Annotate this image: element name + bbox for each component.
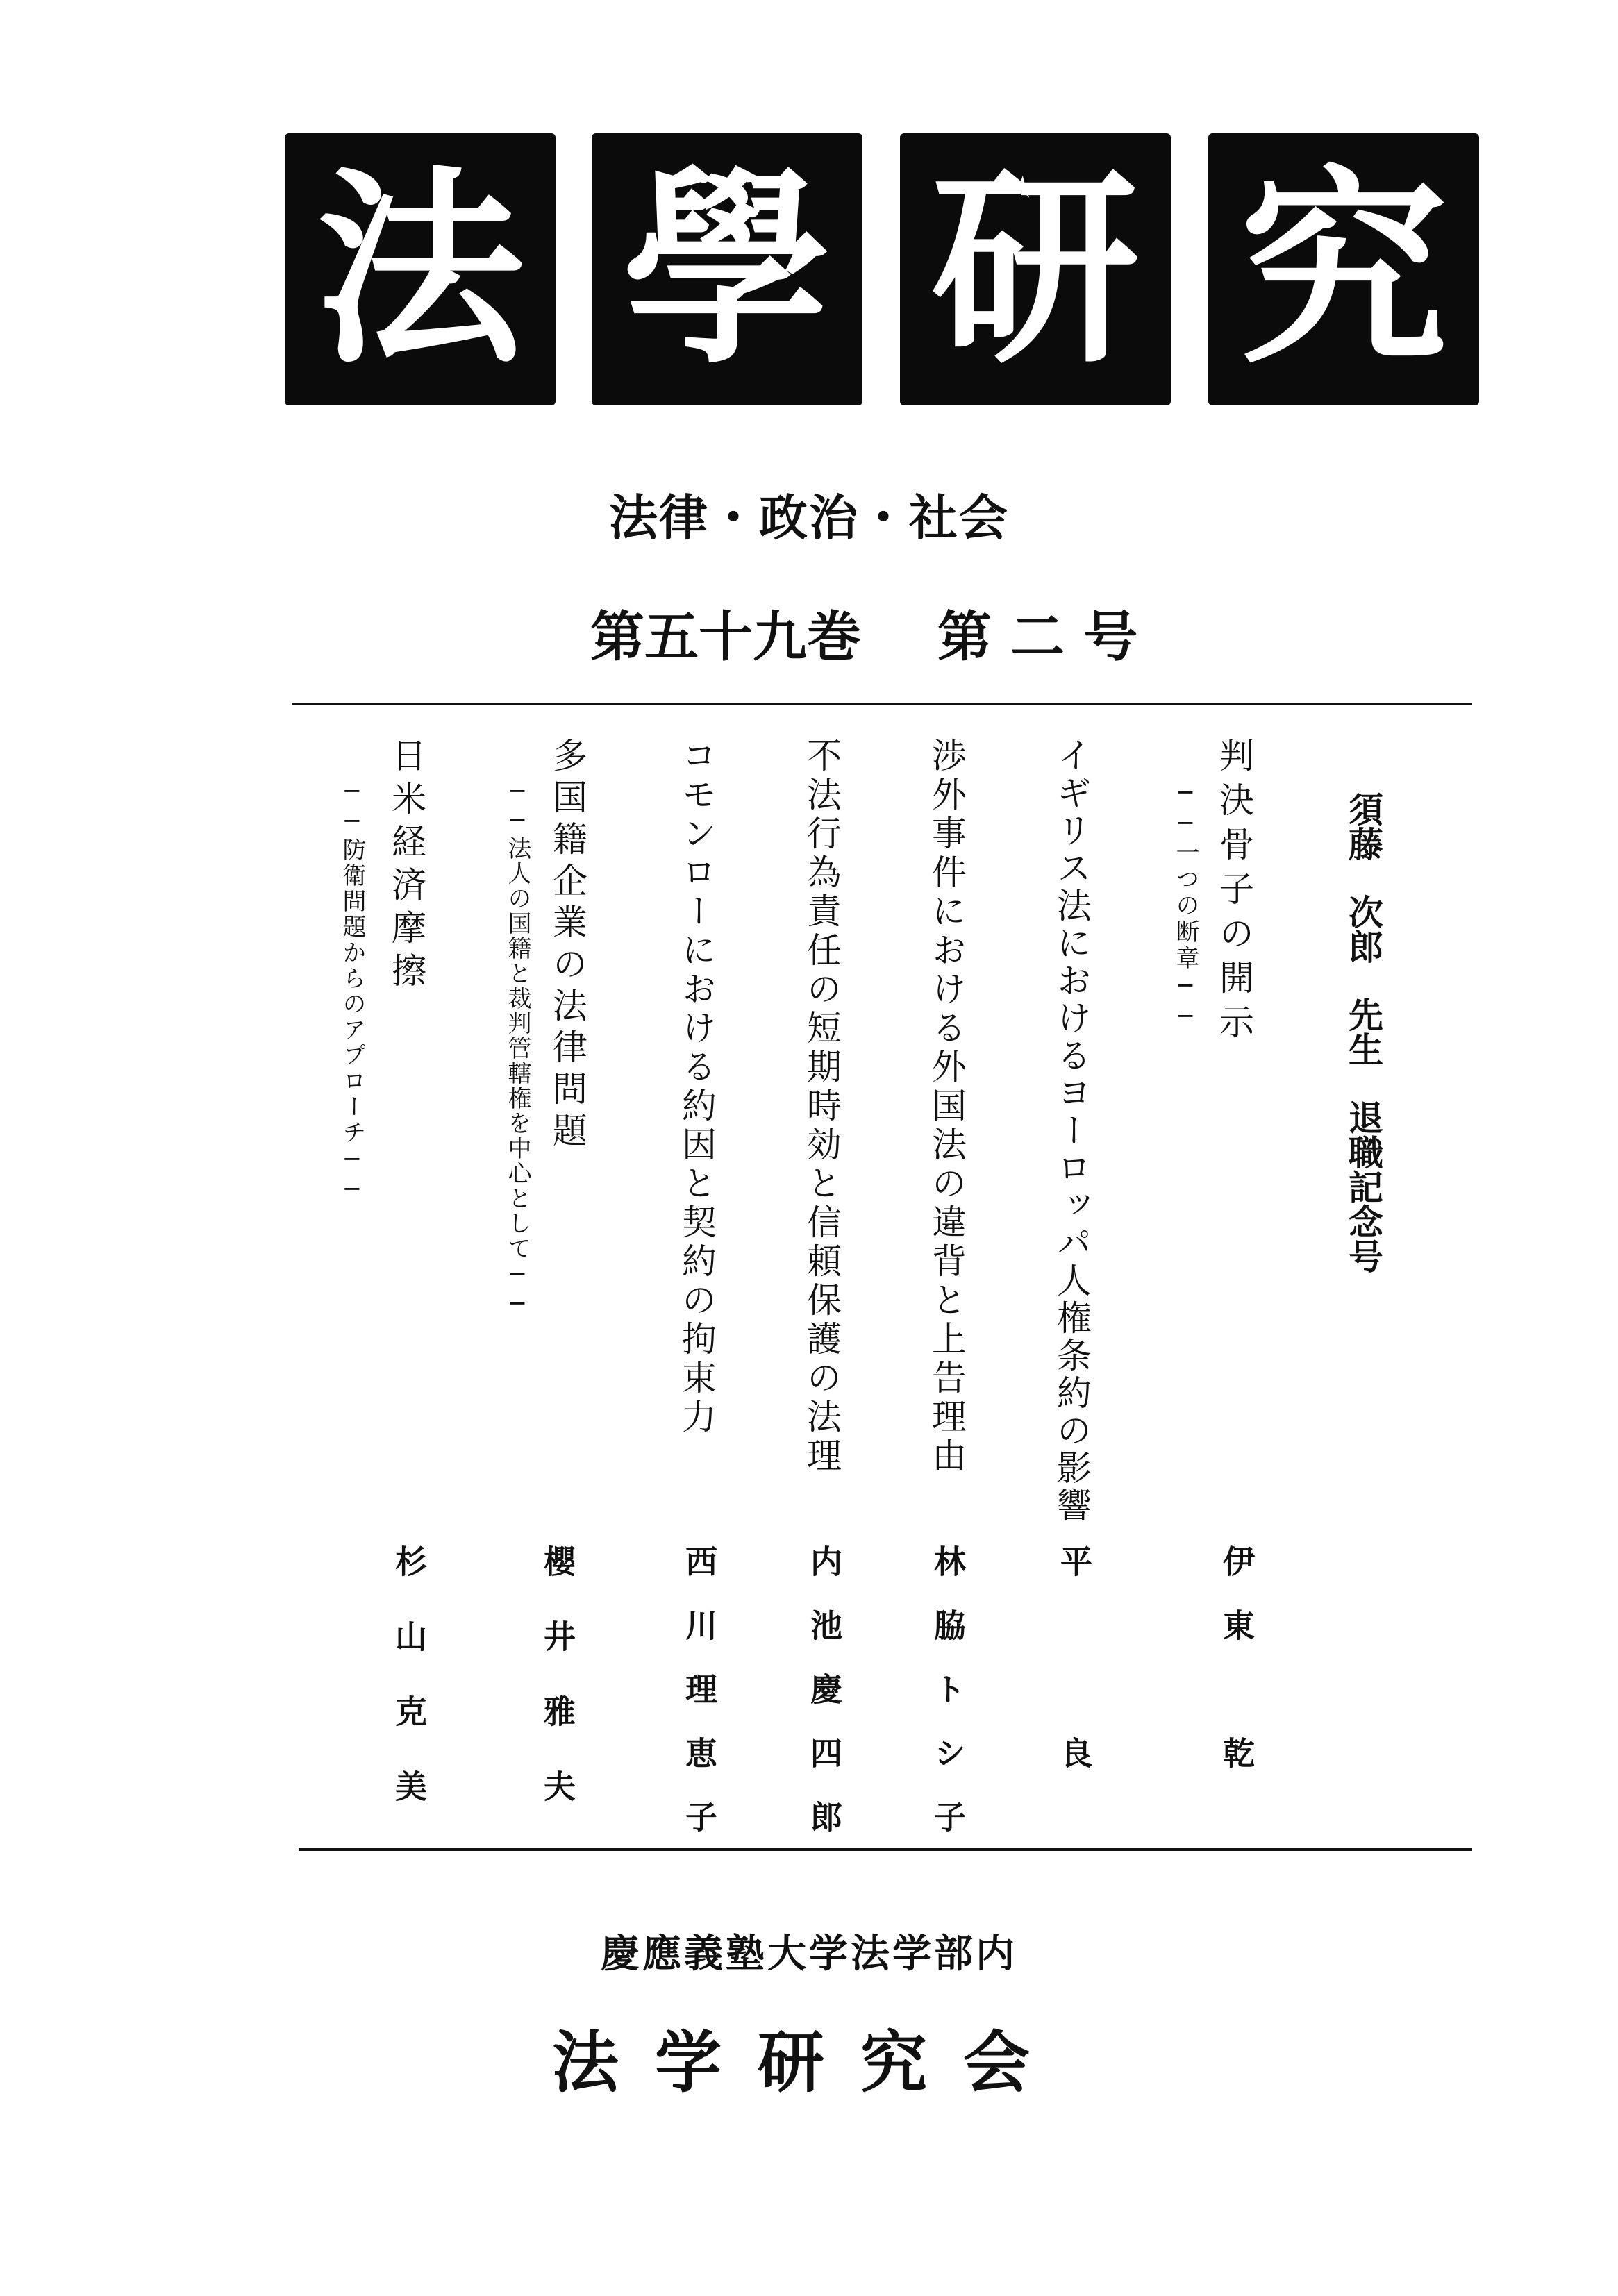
title-block-1 <box>285 133 556 405</box>
article-author: 西 川 理 恵 子 <box>681 1545 718 1832</box>
bottom-divider <box>299 1848 1472 1851</box>
publisher-affiliation: 慶應義塾大学法学部内 <box>601 1931 1017 1977</box>
honorific: 先生 <box>1343 997 1384 1066</box>
title-block-4 <box>1208 133 1479 405</box>
title-char: 研 <box>931 146 1140 392</box>
article-subtitle: ──防衛問題からのアプローチ── <box>338 778 366 1205</box>
article-author: 内 池 慶 四 郎 <box>806 1545 843 1832</box>
volume-number: 第五十九巻 <box>590 605 862 669</box>
special-issue-name: 退職記念号 <box>1343 1100 1384 1273</box>
article-title: 判決骨子の開示 <box>1214 737 1254 1048</box>
article-author: 林 脇 ト シ 子 <box>929 1545 967 1832</box>
issue-number: 第 二 号 <box>937 605 1138 669</box>
article-author: 櫻 井 雅 夫 <box>539 1545 576 1807</box>
title-char: 學 <box>623 146 831 392</box>
article-title: コモンローにおける約因と契約の拘束力 <box>676 737 717 1437</box>
article-title: 渉外事件における外国法の違背と上告理由 <box>926 737 967 1476</box>
top-divider <box>292 703 1472 705</box>
honoree-given-name: 次郎 <box>1343 894 1384 964</box>
publisher-name: 法学研究会 <box>552 2023 1066 2102</box>
article-author: 杉 山 克 美 <box>390 1545 428 1807</box>
journal-subtitle: 法律・政治・社会 <box>609 489 1009 546</box>
article-title: 不法行為責任の短期時効と信頼保護の法理 <box>801 737 842 1476</box>
article-title: 多国籍企業の法律問題 <box>547 737 587 1154</box>
title-char: 法 <box>316 146 524 392</box>
article-title: イギリス法におけるヨーロッパ人権条約の影響 <box>1051 737 1092 1525</box>
article-author: 伊 東 乾 <box>1218 1545 1256 1768</box>
honoree-surname: 須藤 <box>1343 791 1384 861</box>
title-block-3 <box>900 133 1171 405</box>
title-char: 究 <box>1240 146 1448 392</box>
special-issue-label <box>1343 791 1384 1273</box>
title-block-2 <box>592 133 862 405</box>
article-author: 平 良 <box>1056 1545 1093 1768</box>
article-subtitle: ──一つの断章── <box>1171 779 1199 1033</box>
article-title: 日米経済摩擦 <box>386 737 426 996</box>
article-subtitle: ──法人の国籍と裁判管轄権を中心として── <box>503 778 531 1319</box>
